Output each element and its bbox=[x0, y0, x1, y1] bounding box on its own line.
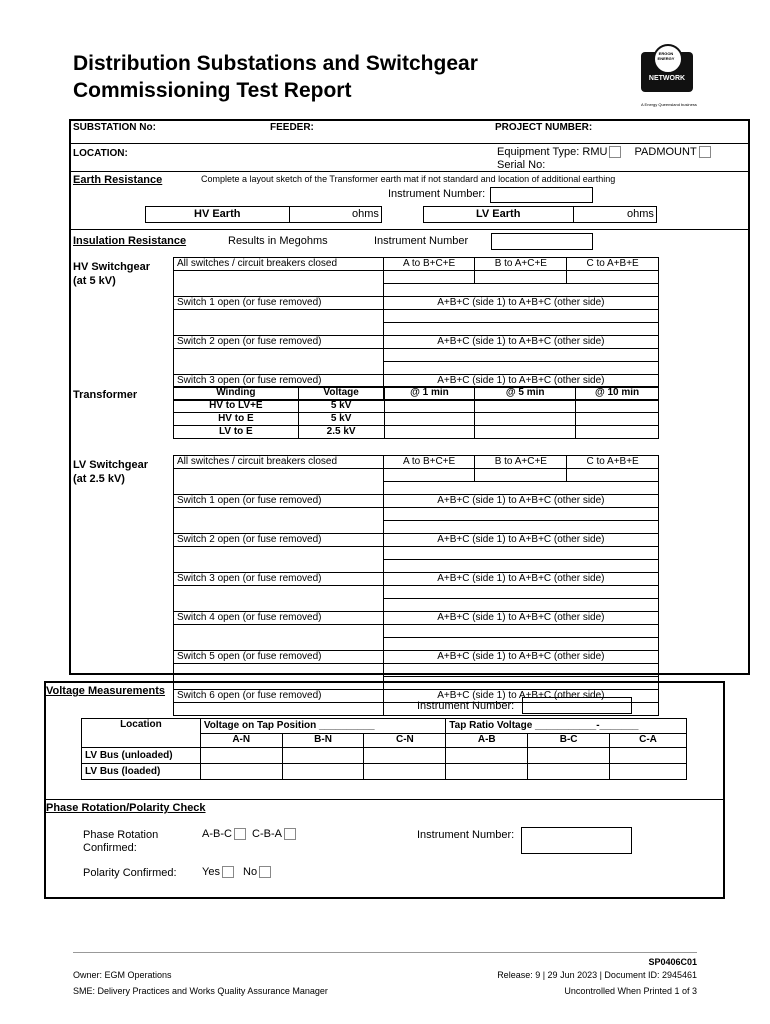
voltage-instrument-label: Instrument Number: bbox=[417, 700, 515, 712]
insulation-heading: Insulation Resistance bbox=[73, 235, 187, 247]
phase-instrument-label: Instrument Number: bbox=[417, 829, 515, 841]
abc-checkbox[interactable] bbox=[234, 828, 246, 840]
phase-heading: Phase Rotation/Polarity Check bbox=[46, 802, 206, 814]
voltage-instrument-input[interactable] bbox=[522, 697, 632, 714]
hv-switchgear-table: All switches / circuit breakers closed A to B+C+E B to A+C+E C to A+B+E Switch 1 open (or fuse removed) A+B+C (side 1) to A+B+C (other side) Switch 2 open (or fuse removed) A+B+C (side 1) to A+B+C (other side) Switch 3 open (or fuse removed) A+B+C (side 1) to A+B+C (other side) bbox=[173, 257, 659, 401]
phase-options: A-B-C C-B-A bbox=[202, 828, 296, 840]
yes-checkbox[interactable] bbox=[222, 866, 234, 878]
lv-earth-label: LV Earth bbox=[476, 208, 521, 220]
results-megohms: Results in Megohms bbox=[228, 235, 328, 247]
earth-resistance-heading: Earth Resistance bbox=[73, 174, 163, 186]
footer-sme: SME: Delivery Practices and Works Quality Assurance Manager bbox=[73, 986, 328, 996]
substation-label: SUBSTATION No: bbox=[73, 122, 156, 133]
insulation-instrument-label: Instrument Number bbox=[374, 235, 469, 247]
hv-earth-field[interactable] bbox=[145, 206, 382, 223]
serial-label: Serial No: bbox=[497, 159, 546, 171]
location-label: LOCATION: bbox=[73, 148, 128, 159]
transformer-table: Winding Voltage @ 1 min @ 5 min @ 10 min HV to LV+E 5 kV HV to E 5 kV LV to E 2.5 kV bbox=[173, 386, 659, 439]
hv-switchgear-label: HV Switchgear (at 5 kV) bbox=[73, 261, 151, 287]
doc-code: SP0406C01 bbox=[648, 957, 697, 967]
hv-earth-label: HV Earth bbox=[194, 208, 241, 220]
ergon-network-logo: ERGON ENERGY NETWORK A Energy Queensland business bbox=[641, 44, 697, 110]
earth-note: Complete a layout sketch of the Transformer earth mat if not standard and location of additional earthing bbox=[201, 174, 616, 184]
lv-switchgear-table: All switches / circuit breakers closed A to B+C+E B to A+C+E C to A+B+E Switch 1 open (or fuse removed) A+B+C (side 1) to A+B+C (other side) Switch 2 open (or fuse removed) A+B+C (side 1) to A+B+C (other side) Switch 3 open (or fuse removed) A+B+C (side 1) to A+B+C (other side) Switch 4 open (or fuse removed) A+B+C (side 1) to A+B+C (other side) Switch 5 open (or fuse removed) A+B+C (side 1) to A+B+C (other side) Switch 6 open (or fuse removed) A+B+C (side 1) to A+B+C (other side) bbox=[173, 455, 659, 716]
lv-switchgear-label: LV Switchgear (at 2.5 kV) bbox=[73, 459, 148, 485]
earth-instrument-label: Instrument Number: bbox=[388, 188, 486, 200]
phase-instrument-input[interactable] bbox=[521, 827, 632, 854]
project-label: PROJECT NUMBER: bbox=[495, 122, 593, 133]
voltage-table: Location Voltage on Tap Position __________ Tap Ratio Voltage ___________-_______ A-N B-N C-N A-B B-C C-A LV Bus (unloaded) LV Bus (loaded) bbox=[81, 718, 687, 780]
page-title: Distribution Substations and Switchgear Commissioning Test Report bbox=[73, 52, 478, 102]
voltage-heading: Voltage Measurements bbox=[46, 685, 166, 697]
footer-release: Release: 9 | 29 Jun 2023 | Document ID: 2945461 bbox=[497, 970, 697, 980]
earth-instrument-input[interactable] bbox=[490, 187, 593, 203]
footer-owner: Owner: EGM Operations bbox=[73, 970, 172, 980]
phase-rotation-label: Phase Rotation Confirmed: bbox=[83, 829, 159, 854]
feeder-label: FEEDER: bbox=[270, 122, 314, 133]
lv-earth-field[interactable] bbox=[423, 206, 657, 223]
cba-checkbox[interactable] bbox=[284, 828, 296, 840]
transformer-label: Transformer bbox=[73, 389, 138, 401]
insulation-instrument-input[interactable] bbox=[491, 233, 593, 250]
hv-ohms: ohms bbox=[352, 208, 379, 220]
rmu-checkbox[interactable] bbox=[609, 146, 621, 158]
footer-uncontrolled: Uncontrolled When Printed 1 of 3 bbox=[564, 986, 697, 996]
polarity-options: Yes No bbox=[202, 866, 271, 878]
no-checkbox[interactable] bbox=[259, 866, 271, 878]
lv-ohms: ohms bbox=[627, 208, 654, 220]
polarity-label: Polarity Confirmed: bbox=[83, 867, 177, 879]
equipment-type: Equipment Type: RMU PADMOUNT bbox=[497, 146, 711, 158]
padmount-checkbox[interactable] bbox=[699, 146, 711, 158]
